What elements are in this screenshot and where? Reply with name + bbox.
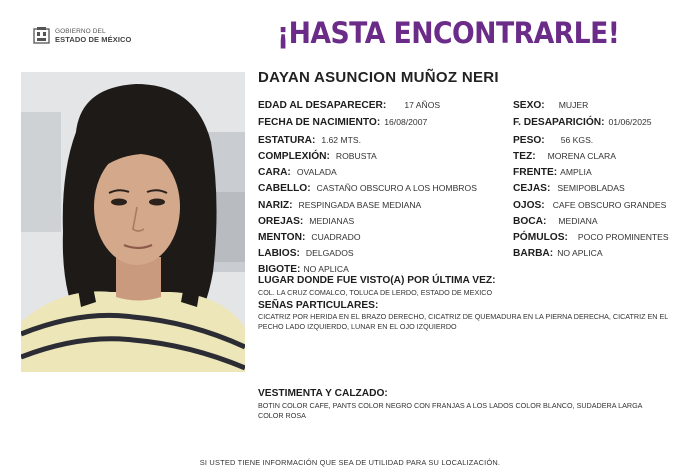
clothing-value: BOTIN COLOR CAFE, PANTS COLOR NEGRO CON FRANJAS A LOS LADOS COLOR BLANCO, SUDADERA LARGA COLOR ROSA: [258, 401, 643, 420]
detail-chin: [258, 232, 361, 243]
detail-label: FECHA DE NACIMIENTO:: [258, 117, 381, 128]
detail-label: OJOS:: [513, 200, 545, 211]
detail-value: NO APLICA: [303, 264, 349, 274]
detail-value: MUJER: [558, 100, 589, 110]
detail-label: OREJAS:: [258, 216, 304, 227]
clothing-label: VESTIMENTA Y CALZADO:: [258, 388, 388, 399]
detail-value: 16/08/2007: [384, 117, 428, 127]
marks-value: CICATRIZ POR HERIDA EN EL BRAZO DERECHO, CICATRIZ DE QUEMADURA EN LA PIERNA DERECHA, CICATRIZ EN EL PECHO LADO IZQUIERDO, LUNAR EN EL OJO IZQUIERDO: [258, 312, 669, 331]
detail-value: CUADRADO: [311, 232, 361, 242]
detail-value: POCO PROMINENTES: [577, 232, 669, 242]
logo-line-2: ESTADO DE MÉXICO: [55, 34, 132, 44]
detail-birthdate: [258, 117, 427, 128]
detail-label: LABIOS:: [258, 248, 300, 259]
detail-age: [258, 100, 440, 111]
detail-value: 01/06/2025: [608, 117, 652, 127]
coat-of-arms-icon: [33, 26, 50, 45]
detail-label: NARIZ:: [258, 200, 293, 211]
last-seen-value: COL. LA CRUZ COMALCO, TOLUCA DE LERDO, ESTADO DE MEXICO: [258, 288, 493, 297]
logo-line-1: GOBIERNO DEL: [55, 28, 106, 35]
detail-label: COMPLEXIÓN:: [258, 151, 330, 162]
detail-label: FRENTE:: [513, 167, 558, 178]
detail-value: MORENA CLARA: [547, 151, 616, 161]
detail-lips: [258, 248, 354, 259]
detail-label: CABELLO:: [258, 183, 311, 194]
detail-value: DELGADOS: [305, 248, 354, 258]
detail-eyes: [513, 200, 666, 211]
detail-eyebrows: [513, 183, 625, 194]
detail-label: SEXO:: [513, 100, 545, 111]
detail-mustache: [258, 264, 349, 275]
detail-label: BOCA:: [513, 216, 547, 227]
detail-value: NO APLICA: [557, 248, 603, 258]
detail-value: CAFE OBSCURO GRANDES: [552, 200, 667, 210]
detail-nose: [258, 200, 421, 211]
footer-text: SI USTED TIENE INFORMACIÓN QUE SEA DE UTILIDAD PARA SU LOCALIZACIÓN.: [199, 458, 501, 467]
detail-label: MENTON:: [258, 232, 306, 243]
detail-mouth: [513, 216, 598, 227]
detail-label: BIGOTE:: [258, 264, 301, 275]
detail-face: [258, 167, 337, 178]
detail-label: F. DESAPARICIÓN:: [513, 117, 605, 128]
detail-value: 1.62 MTS.: [321, 135, 361, 145]
detail-value: MEDIANAS: [309, 216, 355, 226]
detail-sex: [513, 100, 588, 111]
detail-label: PESO:: [513, 135, 545, 146]
portrait-illustration: [21, 72, 245, 372]
detail-label: BARBA:: [513, 248, 554, 259]
detail-hair: [258, 183, 477, 194]
detail-label: PÓMULOS:: [513, 232, 568, 243]
detail-forehead: [513, 167, 592, 178]
detail-value: CASTAÑO OBSCURO A LOS HOMBROS: [316, 183, 477, 193]
detail-value: SEMIPOBLADAS: [557, 183, 625, 193]
detail-beard: [513, 248, 603, 259]
missing-person-photo: [21, 72, 245, 372]
detail-complexion: [513, 151, 616, 162]
detail-value: MEDIANA: [558, 216, 598, 226]
person-name: DAYAN ASUNCION MUÑOZ NERI: [258, 69, 499, 86]
marks-label: SEÑAS PARTICULARES:: [258, 300, 379, 311]
last-seen-label: LUGAR DONDE FUE VISTO(A) POR ÚLTIMA VEZ:: [258, 275, 496, 286]
detail-label: ESTATURA:: [258, 135, 316, 146]
detail-build: [258, 151, 377, 162]
detail-value: 56 KGS.: [560, 135, 594, 145]
detail-ears: [258, 216, 354, 227]
detail-value: AMPLIA: [560, 167, 592, 177]
detail-cheekbones: [513, 232, 669, 243]
detail-label: TEZ:: [513, 151, 536, 162]
detail-value: OVALADA: [296, 167, 337, 177]
state-government-logo: [33, 26, 131, 45]
headline: ¡HASTA ENCONTRARLE!: [277, 16, 620, 50]
detail-label: CARA:: [258, 167, 291, 178]
detail-disappearance-date: [513, 117, 652, 128]
detail-value: 17 AÑOS: [404, 100, 441, 110]
logo-text: [55, 28, 131, 43]
detail-value: ROBUSTA: [335, 151, 377, 161]
detail-label: EDAD AL DESAPARECER:: [258, 100, 387, 111]
detail-height: [258, 135, 361, 146]
detail-label: CEJAS:: [513, 183, 551, 194]
detail-weight: [513, 135, 593, 146]
detail-value: RESPINGADA BASE MEDIANA: [298, 200, 422, 210]
